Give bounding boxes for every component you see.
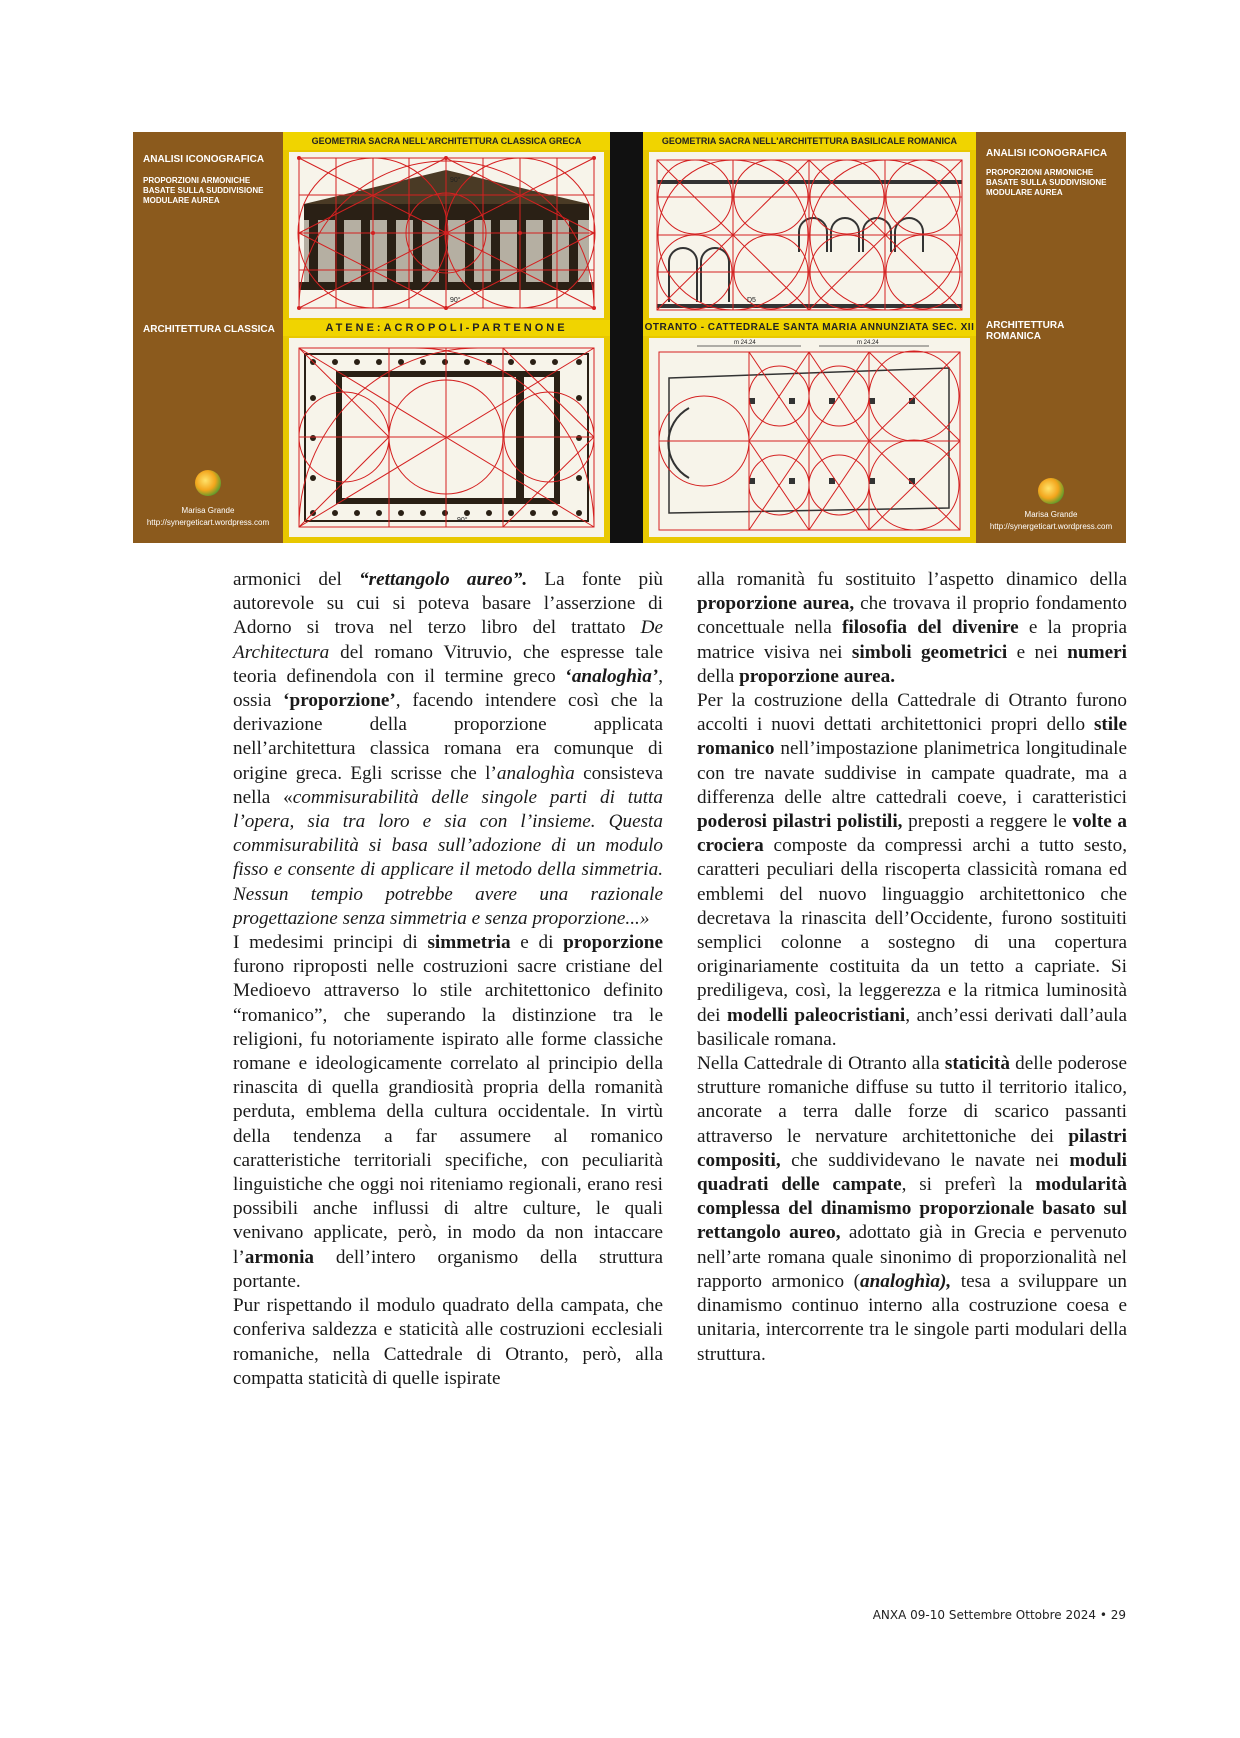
paragraph: Nella Cattedrale di Otranto alla staticità delle poderose strutture romaniche diffuse su tutto il territorio italico, ancorate a terra dalle forze di scarico passanti attraverso le nervature architettoniche dei pilastri compositi, che suddividevano le navate nei moduli quadrati delle campate, si preferì la modularità complessa del dinamismo proporzionale basato sul rettangolo aureo, adottato già in Grecia e pervenuto nell’arte romana quale sinonimo di proporzionalità nel rapporto armonico (analoghìa), tesa a sviluppare un dinamismo continuo interno alla costruzione coesa e unitaria, intercorrente tra le singole parti modulari della struttura. [697,1053,1127,1365]
article-column-left [233,568,663,1391]
paragraph: Pur rispettando il modulo quadrato della campata, che conferiva saldezza e staticità alle costruzioni ecclesiali romaniche, nella Cattedrale di Otranto, però, alla compatta staticità di quelle ispirate [233,1295,663,1389]
paragraph: Per la costruzione della Cattedrale di Otranto furono accolti i nuovi dettati architettonici propri dello stile romanico nell’impostazione planimetrica longitudinale con tre navate suddivise in campate quadrate, ma a differenza delle altre cattedrali coeve, i caratteristici poderosi pilastri polistili, preposti a reggere le volte a crociera composte da compressi archi a tutto sesto, caratteri peculiari della riscoperta classicità romana ed emblemi del nuovo linguaggio architettonico che decretava la rinascita dell’Occidente, furono sostituiti semplici colonne a sostegno di una copertura originariamente costituita da un tetto a capriate. Si prediligeva, così, la leggerezza e la ritmica luminosità dei modelli paleocristiani, anch’essi derivati dall’aula basilicale romana. [697,690,1127,1050]
roman-panel-caption: OTRANTO - CATTEDRALE SANTA MARIA ANNUNZIATA SEC. XII [643,320,976,336]
angle-label-1: 90° [450,177,461,184]
right-label-sub: PROPORZIONI ARMONICHE BASATE SULLA SUDDIVISIONE MODULARE AUREA [986,168,1107,197]
author-logo-icon [1038,478,1064,504]
author-url-right: http://synergeticart.wordpress.com [989,522,1113,531]
right-label-bottom: ARCHITETTURA ROMANICA [986,320,1064,342]
article-column-right [697,568,1127,1367]
roman-panel [643,132,976,543]
measure-left: m 24.24 [734,340,756,346]
figure-golden-ratio-analysis [133,132,1126,543]
figure-left-label-panel [133,132,283,543]
left-label-bottom: ARCHITETTURA CLASSICA [143,324,275,335]
greek-panel [283,132,610,543]
left-label-top: ANALISI ICONOGRAFICA [143,154,265,165]
right-label-top: ANALISI ICONOGRAFICA [986,148,1108,159]
figure-right-label-panel [976,132,1126,543]
greek-panel-title: GEOMETRIA SACRA NELL'ARCHITETTURA CLASSICA GRECA [283,132,610,150]
measure-right: m 24.24 [857,340,879,346]
greek-panel-caption: ATENE:ACROPOLI-PARTENONE [283,320,610,336]
page-footer: ANXA 09-10 Settembre Ottobre 2024 • 29 [872,1608,1126,1622]
angle-label-3: 90° [457,517,468,524]
paragraph: I medesimi principi di simmetria e di proporzione furono riproposti nelle costruzioni sacre cristiane del Medioevo attraverso lo stile architettonico definito “romanico”, che superando la distinzione tra le religioni, fu notoriamente ispirato alle forme classiche romane e ideologicamente correlato al principio della rinascita di quella grandiosità propria della romanità perduta, emblema della cultura occidentale. In virtù della tendenza a far assumere al romanico caratteristiche territoriali specifiche, con peculiarità linguistiche che oggi noi riteniamo regionali, erano resi possibili anche influssi di altre culture, le quali venivano applicate, però, in modo da non intaccare l’armonia dell’intero organismo della struttura portante. [233,932,663,1292]
left-label-sub: PROPORZIONI ARMONICHE BASATE SULLA SUDDIVISIONE MODULARE AUREA [143,176,264,205]
roman-panel-title: GEOMETRIA SACRA NELL'ARCHITETTURA BASILICALE ROMANICA [643,132,976,150]
parthenon-plan-drawing [289,338,604,537]
author-name-left: Marisa Grande [181,506,235,515]
paragraph: armonici del “rettangolo aureo”. La fonte più autorevole su cui si poteva basare l’asserzione di Adorno si trova nel terzo libro del trattato De Architectura del romano Vitruvio, che espresse tale teoria definendola con il termine greco ‘analoghìa’, ossia ‘proporzione’, facendo intendere così che la derivazione della proporzione applicata nell’architettura classica romana era comunque di origine greca. Egli scrisse che l’analoghìa consisteva nella «commisurabilità delle singole parti di tutta l’opera, sia tra loro e sia con l’insieme. Questa commisurabilità si basa sull’adozione di un modulo fisso e consente di applicare il metodo della simmetria. Nessun tempio potrebbe avere una razionale progettazione senza simmetria e senza proporzione...» [233,569,664,929]
parthenon-elevation-drawing [289,152,604,318]
otranto-section-drawing [649,152,970,318]
paragraph: alla romanità fu sostituito l’aspetto dinamico della proporzione aurea, che trovava il proprio fondamento concettuale nella filosofia del divenire e la propria matrice visiva nei simboli geometrici e nei numeri della proporzione aurea. [697,569,1127,687]
author-url-left: http://synergeticart.wordpress.com [146,518,270,527]
angle-label-2: 90° [450,297,461,304]
author-name-right: Marisa Grande [1024,510,1078,519]
angle-label-4: D5 [747,297,756,304]
author-logo-icon [195,470,221,496]
otranto-plan-drawing [649,338,970,537]
